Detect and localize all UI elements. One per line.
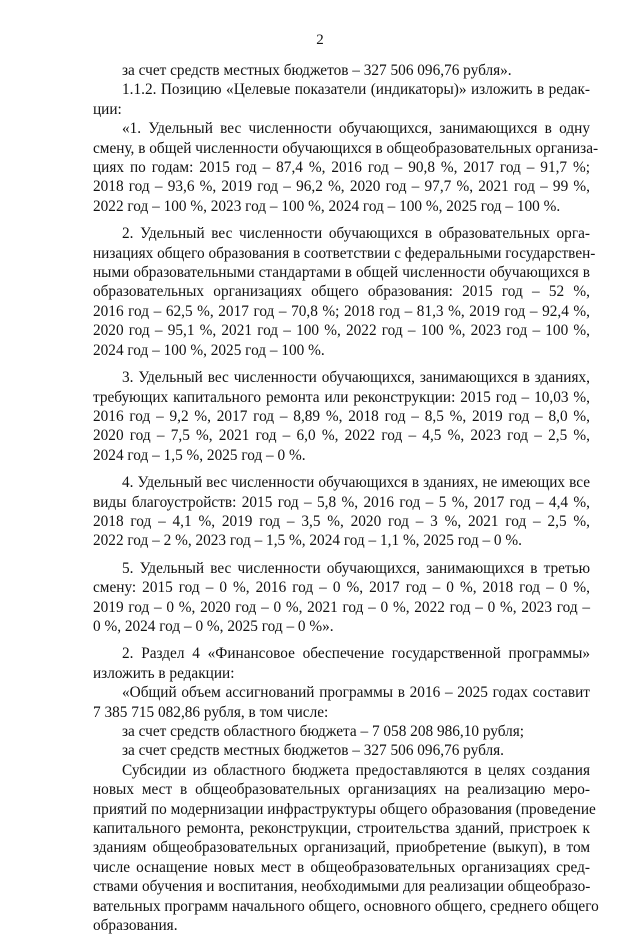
paragraph — [93, 644, 590, 683]
text-line: ствами обучения и воспитания, необходимыми для реализации общеобразо- — [93, 878, 591, 896]
page-number: 2 — [316, 32, 324, 48]
text-line: ными образовательными стандартами в общей численности обучающихся в — [93, 264, 590, 282]
paragraph — [93, 368, 590, 465]
paragraph — [93, 683, 590, 722]
text-line: 2024 год – 100 %, 2025 год – 100 %. — [93, 341, 325, 359]
text-line: «Общий объем ассигнований программы в 2016 – 2025 годах составит — [122, 684, 590, 702]
paragraph — [93, 722, 590, 741]
text-line: числе оснащение новых мест в общеобразовательных организациях сред- — [93, 858, 590, 876]
text-line: приятий по модернизации инфраструктуры общего образования (проведение — [93, 800, 596, 818]
text-line: 4. Удельный вес численности обучающихся в зданиях, не имеющих все — [122, 474, 590, 492]
text-line: новых мест в общеобразовательных организациях на реализацию меро- — [93, 781, 590, 799]
text-line: ции: — [93, 100, 122, 118]
text-line: за счет средств местных бюджетов – 327 506 096,76 рубля». — [122, 62, 512, 79]
text-line: вательных программ начального общего, основного общего, среднего общего — [93, 897, 599, 915]
text-line: 2016 год – 9,2 %, 2017 год – 8,89 %, 2018 год – 8,5 %, 2019 год – 8,0 %, — [93, 407, 590, 425]
paragraph — [93, 80, 590, 119]
text-line: смену: 2015 год – 0 %, 2016 год – 0 %, 2017 год – 0 %, 2018 год – 0 %, — [93, 579, 590, 597]
paragraph — [93, 761, 599, 935]
text-line: требующих капитального ремонта или реконструкции: 2015 год – 10,03 %, — [93, 388, 590, 406]
paragraph — [93, 119, 599, 216]
text-line: образовательных организациях общего образования: 2015 год – 52 %, — [93, 283, 590, 301]
text-line: 2020 год – 95,1 %, 2021 год – 100 %, 2022 год – 100 %, 2023 год – 100 %, — [93, 322, 590, 340]
text-line: 2022 год – 2 %, 2023 год – 1,5 %, 2024 год – 1,1 %, 2025 год – 0 %. — [93, 532, 522, 550]
text-line: 2. Удельный вес численности обучающихся в образовательных орга- — [122, 225, 590, 243]
paragraph — [93, 473, 590, 551]
text-line: за счет средств областного бюджета – 7 058 208 986,10 рубля; — [122, 723, 525, 740]
text-line: 7 385 715 082,86 рубля, в том числе: — [93, 703, 329, 721]
text-line: за счет средств местных бюджетов – 327 506 096,76 рубля. — [122, 742, 504, 760]
text-line: 2020 год – 7,5 %, 2021 год – 6,0 %, 2022 год – 4,5 %, 2023 год – 2,5 %, — [93, 427, 590, 445]
text-line: 2022 год – 100 %, 2023 год – 100 %, 2024 год – 100 %, 2025 год – 100 %. — [93, 197, 561, 215]
text-line: 2024 год – 1,5 %, 2025 год – 0 %. — [93, 446, 306, 464]
paragraph — [93, 224, 596, 360]
text-line: 3. Удельный вес численности обучающихся, занимающихся в зданиях, — [122, 369, 590, 387]
text-line: 2. Раздел 4 «Финансовое обеспечение государственной программы» — [122, 645, 590, 663]
text-line: зданиям общеобразовательных организаций, приобретение (выкуп), в том — [93, 839, 590, 857]
text-line: 5. Удельный вес численности обучающихся, занимающихся в третью — [122, 559, 590, 577]
text-line: изложить в редакции: — [93, 664, 235, 682]
paragraph — [93, 61, 590, 80]
text-line: «1. Удельный вес численности обучающихся, занимающихся в одну — [122, 120, 590, 138]
text-line: 2019 год – 0 %, 2020 год – 0 %, 2021 год – 0 %, 2022 год – 0 %, 2023 год – — [93, 598, 590, 616]
text-line: 2016 год – 62,5 %, 2017 год – 70,8 %; 2018 год – 81,3 %, 2019 год – 92,4 %, — [93, 302, 590, 320]
text-line: 2018 год – 4,1 %, 2019 год – 3,5 %, 2020 год – 3 %, 2021 год – 2,5 %, — [93, 512, 590, 530]
paragraph — [93, 559, 590, 637]
text-line: 1.1.2. Позицию «Целевые показатели (индикаторы)» изложить в редак- — [122, 81, 590, 99]
text-line: смену, в общей численности обучающихся в общеобразовательных организа- — [93, 139, 599, 157]
text-line: Субсидии из областного бюджета предоставляются в целях создания — [122, 761, 590, 779]
text-line: 2018 год – 93,6 %, 2019 год – 96,2 %, 2020 год – 97,7 %, 2021 год – 99 %, — [93, 178, 590, 196]
text-line: 0 %, 2024 год – 0 %, 2025 год – 0 %». — [93, 617, 334, 635]
paragraph — [93, 741, 590, 760]
text-line: низациях общего образования в соответствии с федеральными государствен- — [93, 244, 596, 262]
text-line: циях по годам: 2015 год – 87,4 %, 2016 год – 90,8 %, 2017 год – 91,7 %; — [93, 159, 590, 177]
text-line: виды благоустройств: 2015 год – 5,8 %, 2016 год – 5 %, 2017 год – 4,4 %, — [93, 493, 590, 511]
document-body — [93, 61, 599, 935]
text-line: образования. — [93, 917, 178, 935]
text-line: капитального ремонта, реконструкции, строительства зданий, пристроек к — [93, 820, 590, 838]
